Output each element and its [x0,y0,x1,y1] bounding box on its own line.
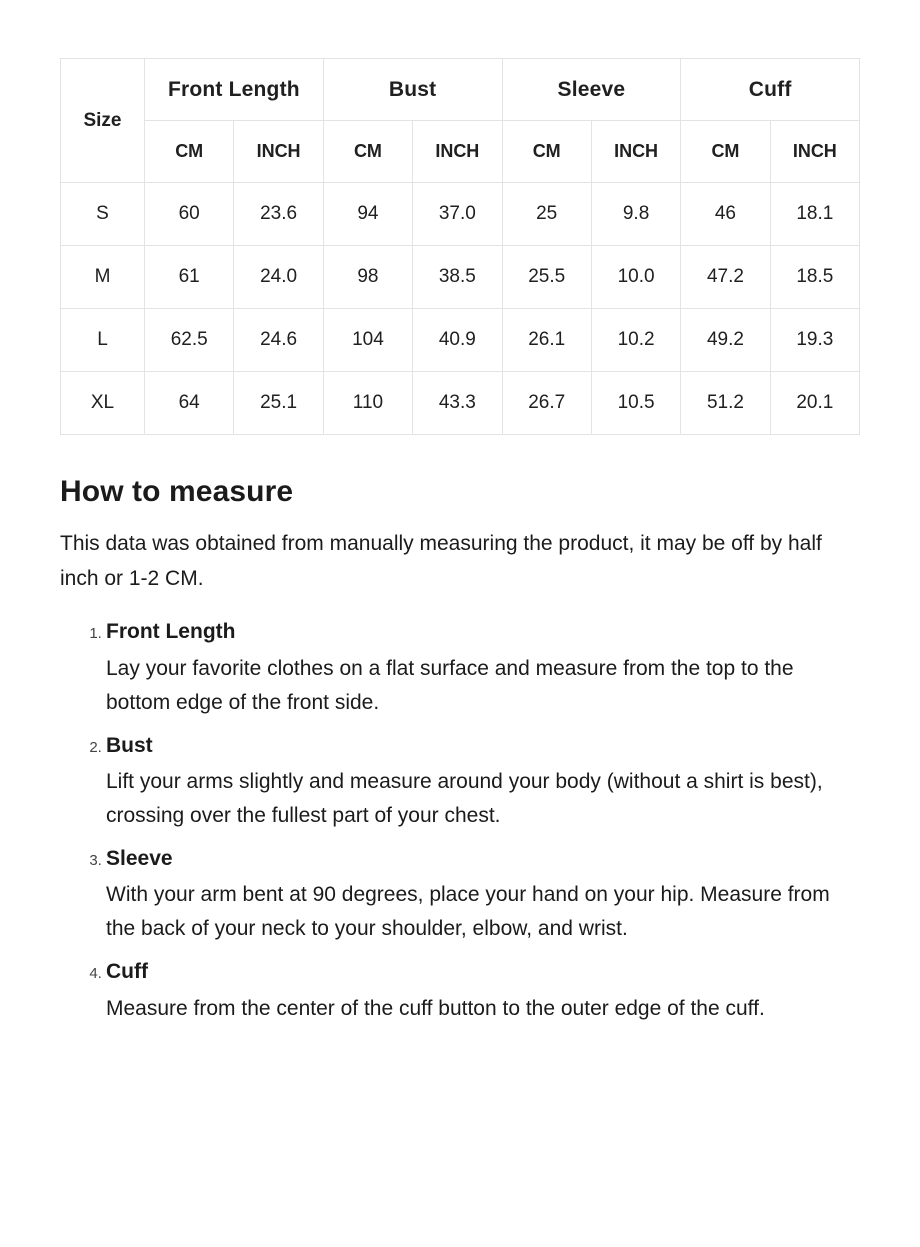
step-body: Measure from the center of the cuff button to the outer edge of the cuff. [106,996,765,1020]
size-chart-header [61,59,860,183]
list-item [106,618,860,719]
cell-cuff-cm: 49.2 [681,309,770,372]
cell-sleeve-cm: 25 [502,183,591,246]
column-header-size: Size [61,59,145,183]
size-chart-body [61,183,860,435]
unit-header-sleeve-inch: INCH [591,121,680,183]
cell-bust-cm: 110 [323,372,412,435]
cell-front-length-cm: 64 [145,372,234,435]
cell-cuff-inch: 20.1 [770,372,859,435]
step-title: 3. Sleeve [106,846,173,870]
table-header-row-units [61,121,860,183]
table-row [61,246,860,309]
cell-cuff-cm: 46 [681,183,770,246]
cell-front-length-cm: 60 [145,183,234,246]
row-size-label: S [61,183,145,246]
column-group-cuff: Cuff [681,59,860,121]
cell-bust-cm: 98 [323,246,412,309]
cell-bust-cm: 94 [323,183,412,246]
table-row [61,372,860,435]
unit-header-front-length-inch: INCH [234,121,323,183]
step-title: 4. Cuff [106,960,148,984]
step-title: 2. Bust [106,733,153,757]
row-size-label: L [61,309,145,372]
unit-header-front-length-cm: CM [145,121,234,183]
cell-bust-cm: 104 [323,309,412,372]
page-title: How to measure [60,475,294,508]
cell-front-length-inch: 25.1 [234,372,323,435]
unit-header-cuff-cm: CM [681,121,770,183]
list-item [106,732,860,833]
column-group-front-length: Front Length [145,59,324,121]
unit-header-cuff-inch: INCH [770,121,859,183]
cell-sleeve-cm: 26.1 [502,309,591,372]
row-size-label: XL [61,372,145,435]
cell-cuff-inch: 18.1 [770,183,859,246]
cell-bust-inch: 40.9 [413,309,502,372]
cell-cuff-cm: 51.2 [681,372,770,435]
cell-bust-inch: 43.3 [413,372,502,435]
intro-paragraph: This data was obtained from manually measuring the product, it may be off by half inch or 1-2 CM. [60,532,822,590]
column-group-sleeve: Sleeve [502,59,681,121]
step-body: Lift your arms slightly and measure around your body (without a shirt is best), crossing over the fullest part of your chest. [106,769,823,827]
list-item [106,845,860,946]
step-body: Lay your favorite clothes on a flat surface and measure from the top to the bottom edge of the front side. [106,656,794,714]
cell-sleeve-cm: 26.7 [502,372,591,435]
cell-front-length-inch: 24.0 [234,246,323,309]
cell-front-length-inch: 23.6 [234,183,323,246]
row-size-label: M [61,246,145,309]
table-row [61,309,860,372]
list-item [106,958,860,1025]
column-group-bust: Bust [323,59,502,121]
cell-bust-inch: 37.0 [413,183,502,246]
step-title: 1. Front Length [106,620,236,644]
cell-front-length-cm: 61 [145,246,234,309]
cell-bust-inch: 38.5 [413,246,502,309]
cell-sleeve-inch: 10.2 [591,309,680,372]
cell-sleeve-cm: 25.5 [502,246,591,309]
measurement-steps-list [60,618,860,1025]
step-body: With your arm bent at 90 degrees, place your hand on your hip. Measure from the back of your neck to your shoulder, elbow, and wrist. [106,883,830,941]
size-chart-table [60,58,860,435]
cell-front-length-inch: 24.6 [234,309,323,372]
cell-sleeve-inch: 10.0 [591,246,680,309]
cell-cuff-cm: 47.2 [681,246,770,309]
cell-cuff-inch: 18.5 [770,246,859,309]
unit-header-bust-cm: CM [323,121,412,183]
cell-cuff-inch: 19.3 [770,309,859,372]
cell-sleeve-inch: 10.5 [591,372,680,435]
table-header-row-groups [61,59,860,121]
unit-header-sleeve-cm: CM [502,121,591,183]
table-row [61,183,860,246]
cell-front-length-cm: 62.5 [145,309,234,372]
unit-header-bust-inch: INCH [413,121,502,183]
cell-sleeve-inch: 9.8 [591,183,680,246]
